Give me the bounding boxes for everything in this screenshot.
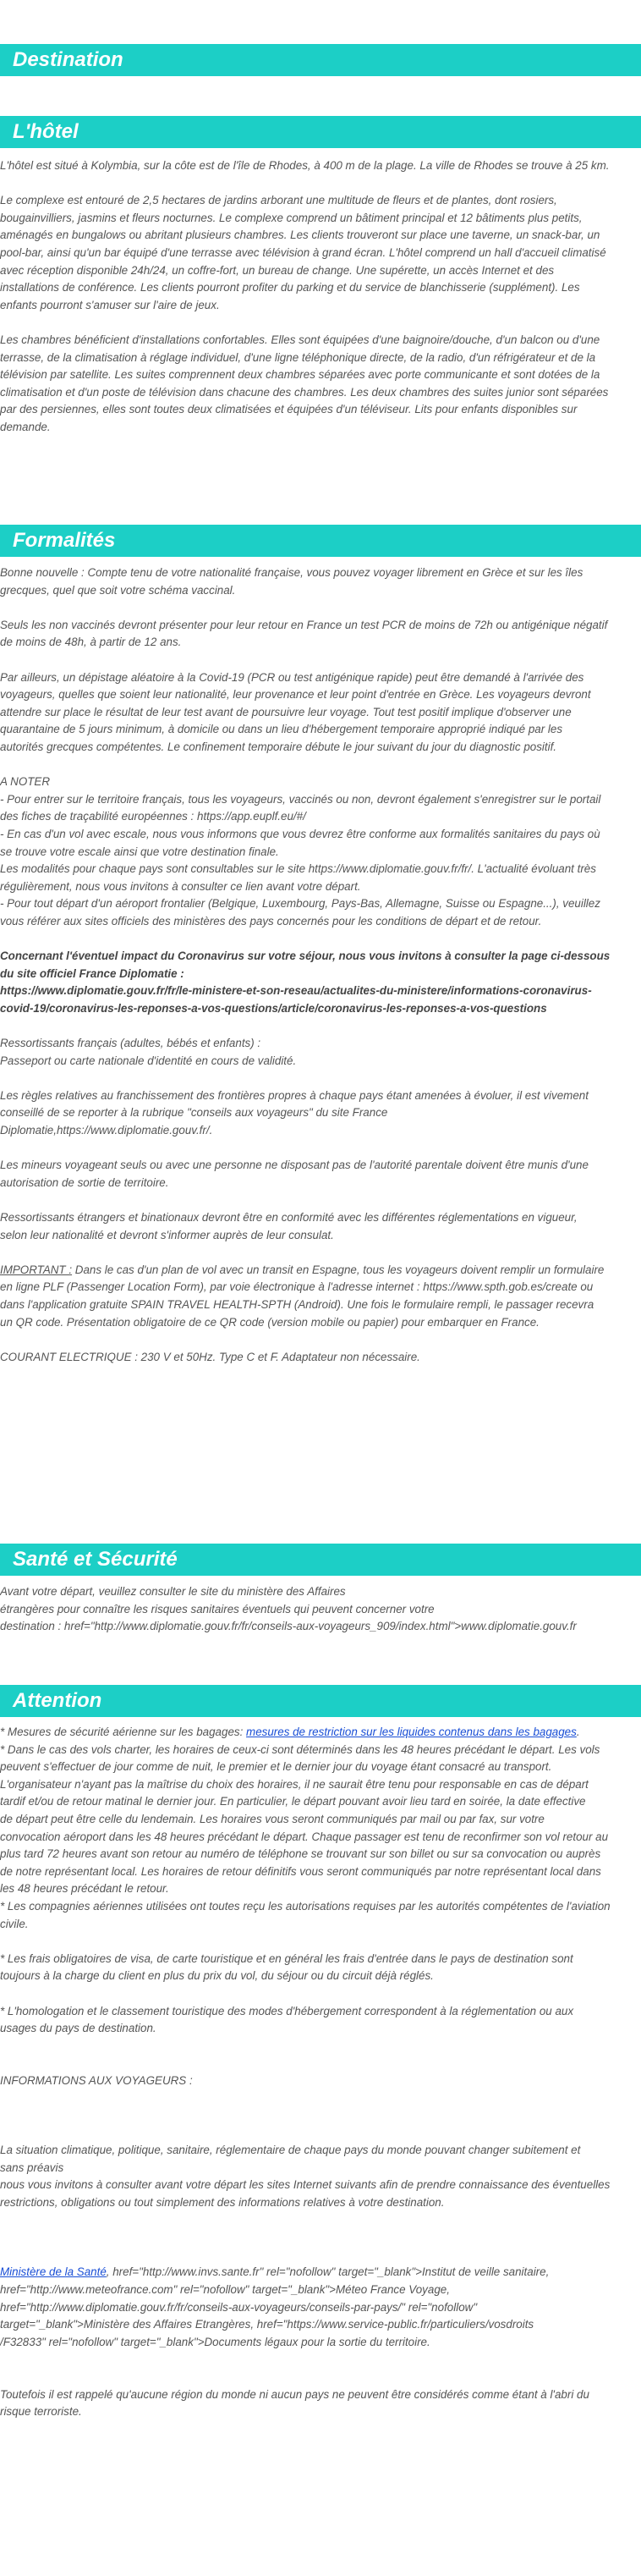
- important-line: [0, 1262, 641, 1280]
- paragraph-line: étrangères pour connaître les risques sanitaires éventuels qui peuvent concerner votre: [0, 1602, 435, 1616]
- section-title-destination: Destination: [13, 48, 123, 71]
- paragraph-line: civile.: [0, 1917, 29, 1930]
- paragraph-line: demande.: [0, 420, 51, 433]
- paragraph-line: usages du pays de destination.: [0, 2022, 156, 2035]
- paragraph-line: risque terroriste.: [0, 2405, 82, 2419]
- paragraph-line: /F32833" rel="nofollow" target="_blank">Documents légaux pour la sortie du territoire.: [0, 2335, 430, 2348]
- paragraph-line: href="http://www.meteofrance.com" rel="nofollow" target="_blank">Méteo France Voyage,: [0, 2283, 450, 2296]
- paragraph-line: en ligne PLF (Passenger Location Form), par voie électronique à l'adresse internet : https://www.spth.gob.es/create ou: [0, 1280, 594, 1294]
- paragraph-line: - Pour tout départ d'un aéroport frontalier (Belgique, Luxembourg, Pays-Bas, Allemagne, Suisse ou Espagne...), veuillez: [0, 897, 600, 911]
- paragraph-line: Les mineurs voyageant seuls ou avec une personne ne disposant pas de l'autorité parentale doivent être munis d'une: [0, 1159, 589, 1172]
- paragraph-line: terrasse, de la climatisation à réglage individuel, d'une ligne téléphonique directe, de la radio, d'un réfrigérateur et de la: [0, 350, 596, 364]
- section-title-sante: Santé et Sécurité: [13, 1548, 178, 1571]
- section-header-formalites: [0, 525, 641, 557]
- liquids-restriction-link[interactable]: mesures de restriction sur les liquides contenus dans les bagages: [246, 1726, 577, 1738]
- paragraph-line: Le complexe est entouré de 2,5 hectares de jardins arborant une multitude de fleurs et de plantes, dont rosiers,: [0, 194, 557, 207]
- paragraph-line: par des persiennes, elles sont toutes deux climatisées et équipées d'un téléviseur. Lits pour enfants disponibles sur: [0, 403, 578, 416]
- formalites-text: [0, 564, 641, 1366]
- paragraph-line: Seuls les non vaccinés devront présenter pour leur retour en France un test PCR de moins de 72h ou antigénique négatif: [0, 618, 608, 631]
- paragraph-line: selon leur nationalité et devront s'informer auprès de leur consulat.: [0, 1228, 334, 1241]
- paragraph-line: A NOTER: [0, 775, 51, 789]
- paragraph-line: un QR code. Présentation obligatoire de ce QR code (version mobile ou papier) pour embarquer en France.: [0, 1315, 540, 1329]
- paragraph-line: climatisation et d'un poste de télévision dans chacune des chambres. Les deux chambres des suites junior sont séparées: [0, 385, 609, 399]
- paragraph-line: Diplomatie,https://www.diplomatie.gouv.fr/.: [0, 1124, 213, 1137]
- paragraph-line: Bonne nouvelle : Compte tenu de votre nationalité française, vous pouvez voyager librement en Grèce et sur les îles: [0, 566, 583, 579]
- paragraph-line: se trouve votre escale ainsi que votre destination finale.: [0, 845, 279, 858]
- important-label: IMPORTANT :: [0, 1263, 73, 1276]
- paragraph-line: télévision par satellite. Les suites comprennent deux chambres séparées avec porte communicante et sont dotées de la: [0, 368, 600, 382]
- paragraph-line: Ressortissants français (adultes, bébés et enfants) :: [0, 1037, 261, 1050]
- paragraph-line: les 48 heures précédant le retour.: [0, 1882, 169, 1896]
- section-header-sante: [0, 1544, 641, 1576]
- paragraph-line: aménagés en bungalows ou abritant plusieurs chambres. Les clients trouveront sur place une taverne, un snack-bar, un: [0, 228, 600, 242]
- paragraph-line: autorisation de sortie de territoire.: [0, 1175, 169, 1189]
- paragraph-line: href="http://www.diplomatie.gouv.fr/fr/conseils-aux-voyageurs/conseils-par-pays/" rel="nofollow": [0, 2300, 478, 2314]
- paragraph-line: avec réception disponible 24h/24, un coffre-fort, un bureau de change. Une supérette, un accès Internet et des: [0, 263, 555, 277]
- section-header-hotel: [0, 116, 641, 148]
- hotel-text: [0, 157, 641, 437]
- paragraph-line: conseillé de se reporter à la rubrique "conseils aux voyageurs" du site France: [0, 1106, 388, 1120]
- paragraph-line: target="_blank">Ministère des Affaires Etrangères, href="https://www.service-public.fr/particuliers/vosdroits: [0, 2318, 534, 2331]
- section-title-hotel: L'hôtel: [13, 120, 79, 143]
- paragraph-line: régulièrement, nous vous invitons à consulter ce lien avant votre départ.: [0, 879, 361, 893]
- paragraph-line: * L'homologation et le classement touristique des modes d'hébergement correspondent à la réglementation ou aux: [0, 2004, 574, 2017]
- diplomatie-link[interactable]: https://www.diplomatie.gouv.fr/fr/le-ministere-et-son-reseau/actualites-du-ministere/informations-coronavirus-: [0, 984, 592, 998]
- paragraph-line: bougainvilliers, jasmins et fleurs nocturnes. Le complexe comprend un bâtiment principal et 12 bâtiments plus petits,: [0, 211, 583, 224]
- paragraph-line: attendre sur place le résultat de leur test avant de poursuivre leur voyage. Tout test positif implique d'observer une: [0, 705, 572, 718]
- paragraph-line: plus tard 72 heures avant son retour au numéro de téléphone se trouvant sur son billet ou sur sa convocation ou auprès: [0, 1847, 601, 1861]
- paragraph-line: de moins de 48h, à partir de 12 ans.: [0, 636, 182, 649]
- paragraph-line: INFORMATIONS AUX VOYAGEURS :: [0, 2073, 193, 2087]
- paragraph-line: installations de conférence. Les clients pourront profiter du parking et du service de blanchisserie (supplément). Les: [0, 281, 580, 294]
- paragraph-line: Ressortissants étrangers et binationaux devront être en conformité avec les différentes réglementations en vigueur,: [0, 1210, 578, 1224]
- paragraph-line: * Les compagnies aériennes utilisées ont toutes reçu les autorisations requises par les autorités compétentes de l'aviation: [0, 1899, 611, 1913]
- paragraph-line: L'hôtel est situé à Kolymbia, sur la côte est de l'île de Rhodes, à 400 m de la plage. La ville de Rhodes se trouve à 25 km.: [0, 159, 610, 172]
- paragraph-line: Les modalités pour chaque pays sont consultables sur le site https://www.diplomatie.gouv.fr/fr/. L'actualité évoluant très: [0, 862, 596, 876]
- paragraph-line: de notre représentant local. Les horaires de retour définitifs vous seront communiqués par notre représentant local dans: [0, 1864, 601, 1878]
- paragraph-line: peuvent s'effectuer de jour comme de nuit, le premier et le dernier jour du voyage étant consacré au transport.: [0, 1760, 552, 1774]
- paragraph-line: Toutefois il est rappelé qu'aucune région du monde ni aucun pays ne peuvent être considérés comme étant à l'abri du: [0, 2387, 589, 2401]
- section-title-attention: Attention: [13, 1689, 102, 1712]
- paragraph-line: * Dans le cas des vols charter, les horaires de ceux-ci sont déterminés dans les 48 heures précédant le départ. Les vols: [0, 1742, 600, 1756]
- paragraph-line: voyageurs, quelles que soient leur nationalité, leur provenance et leur point d'entrée en Grèce. Les voyageurs devront: [0, 688, 591, 702]
- paragraph-line: convocation aéroport dans les 48 heures précédant le départ. Chaque passager est tenu de reconfirmer son vol retour au: [0, 1830, 609, 1843]
- paragraph-line: Les règles relatives au franchissement des frontières propres à chaque pays étant amenées à évoluer, il est vivement: [0, 1088, 589, 1102]
- paragraph-line: vous référer aux sites officiels des ministères des pays concernés pour les conditions de départ et de retour.: [0, 914, 542, 927]
- paragraph-line: tardif et/ou de retour matinal le dernier jour. En particulier, le départ pouvant avoir lieu tard en soirée, la date effective: [0, 1795, 586, 1808]
- paragraph-line: toujours à la charge du client en plus du prix du vol, du séjour ou du circuit déjà réglés.: [0, 1969, 434, 1983]
- paragraph-line: des fiches de traçabilité européennes : https://app.euplf.eu/#/: [0, 810, 306, 823]
- paragraph-line: La situation climatique, politique, sanitaire, réglementaire de chaque pays du monde pouvant changer subitement et: [0, 2144, 581, 2157]
- paragraph-line-bold: Concernant l'éventuel impact du Coronavirus sur votre séjour, nous vous invitons à consulter la page ci-dessous: [0, 949, 611, 963]
- ministere-sante-link[interactable]: Ministère de la Santé: [0, 2265, 107, 2279]
- paragraph-line: Avant votre départ, veuillez consulter le site du ministère des Affaires: [0, 1585, 346, 1598]
- section-title-formalites: Formalités: [13, 529, 116, 552]
- paragraph-line: enfants pourront s'amuser sur l'aire de jeux.: [0, 298, 220, 311]
- diplomatie-link[interactable]: covid-19/coronavirus-les-reponses-a-vos-questions/article/coronavirus-les-reponses-a-vos-questions: [0, 1001, 547, 1015]
- paragraph-line: quarantaine de 5 jours minimum, à domicile ou dans un lieu d'hébergement temporaire approprié indiqué par les: [0, 723, 563, 736]
- sante-text: [0, 1583, 641, 1636]
- paragraph-line: COURANT ELECTRIQUE : 230 V et 50Hz. Type C et F. Adaptateur non nécessaire.: [0, 1350, 420, 1363]
- paragraph-line: Les chambres bénéficient d'installations confortables. Elles sont équipées d'une baignoire/douche, d'un balcon ou d'une: [0, 333, 600, 346]
- paragraph-line: nous vous invitons à consulter avant votre départ les sites Internet suivants afin de prendre connaissance des éventuelles: [0, 2178, 611, 2192]
- section-header-attention: [0, 1685, 641, 1717]
- paragraph-line: grecques, quel que soit votre schéma vaccinal.: [0, 583, 236, 597]
- paragraph-line: * Les frais obligatoires de visa, de carte touristique et en général les frais d'entrée dans le pays de destination sont: [0, 1951, 573, 1965]
- paragraph-line: - Pour entrer sur le territoire français, tous les voyageurs, vaccinés ou non, devront également s'enregistrer sur le portail: [0, 792, 601, 806]
- section-header-destination: [0, 44, 641, 76]
- attention-text: [0, 1724, 641, 2421]
- paragraph-line: de départ peut être celle du lendemain. Les horaires vous seront communiqués par mail ou par fax, sur votre: [0, 1812, 545, 1825]
- paragraph-line: L'organisateur n'ayant pas la maîtrise du choix des horaires, il ne saurait être tenu pour responsable en cas de départ: [0, 1777, 589, 1791]
- baggage-line: * Mesures de sécurité aérienne sur les bagages: mesures de restriction sur les liquides contenus dans les bagages.: [0, 1726, 580, 1738]
- paragraph-line: pool-bar, ainsi qu'un bar équipé d'une terrasse avec télévision à grand écran. L'hôtel comprend un hall d'accueil climatisé: [0, 245, 606, 259]
- paragraph-line: destination : href="http://www.diplomatie.gouv.fr/fr/conseils-aux-voyageurs_909/index.html">www.diplomatie.gouv.fr: [0, 1620, 577, 1633]
- paragraph-line: dans l'application gratuite SPAIN TRAVEL HEALTH-SPTH (Android). Une fois le formulaire rempli, le passager recevra: [0, 1297, 594, 1311]
- important-text: Dans le cas d'un plan de vol avec un transit en Espagne, tous les voyageurs doivent remplir un formulaire: [72, 1263, 605, 1276]
- paragraph-line: autorités grecques compétentes. Le confinement temporaire débute le jour suivant du jour du diagnostic positif.: [0, 740, 557, 753]
- sante-links-line: Ministère de la Santé, href="http://www.invs.sante.fr" rel="nofollow" target="_blank">Institut de veille sanitaire,: [0, 2265, 550, 2279]
- paragraph-line: - En cas d'un vol avec escale, nous vous informons que vous devrez être conforme aux formalités sanitaires du pays où: [0, 827, 600, 840]
- paragraph-line: restrictions, obligations ou tout simplement des informations relatives à votre destination.: [0, 2196, 445, 2210]
- paragraph-line: Passeport ou carte nationale d'identité en cours de validité.: [0, 1054, 297, 1067]
- paragraph-line: sans préavis: [0, 2160, 64, 2174]
- paragraph-line-bold: du site officiel France Diplomatie :: [0, 966, 184, 980]
- paragraph-line: Par ailleurs, un dépistage aléatoire à la Covid-19 (PCR ou test antigénique rapide) peut être demandé à l'arrivée des: [0, 670, 584, 684]
